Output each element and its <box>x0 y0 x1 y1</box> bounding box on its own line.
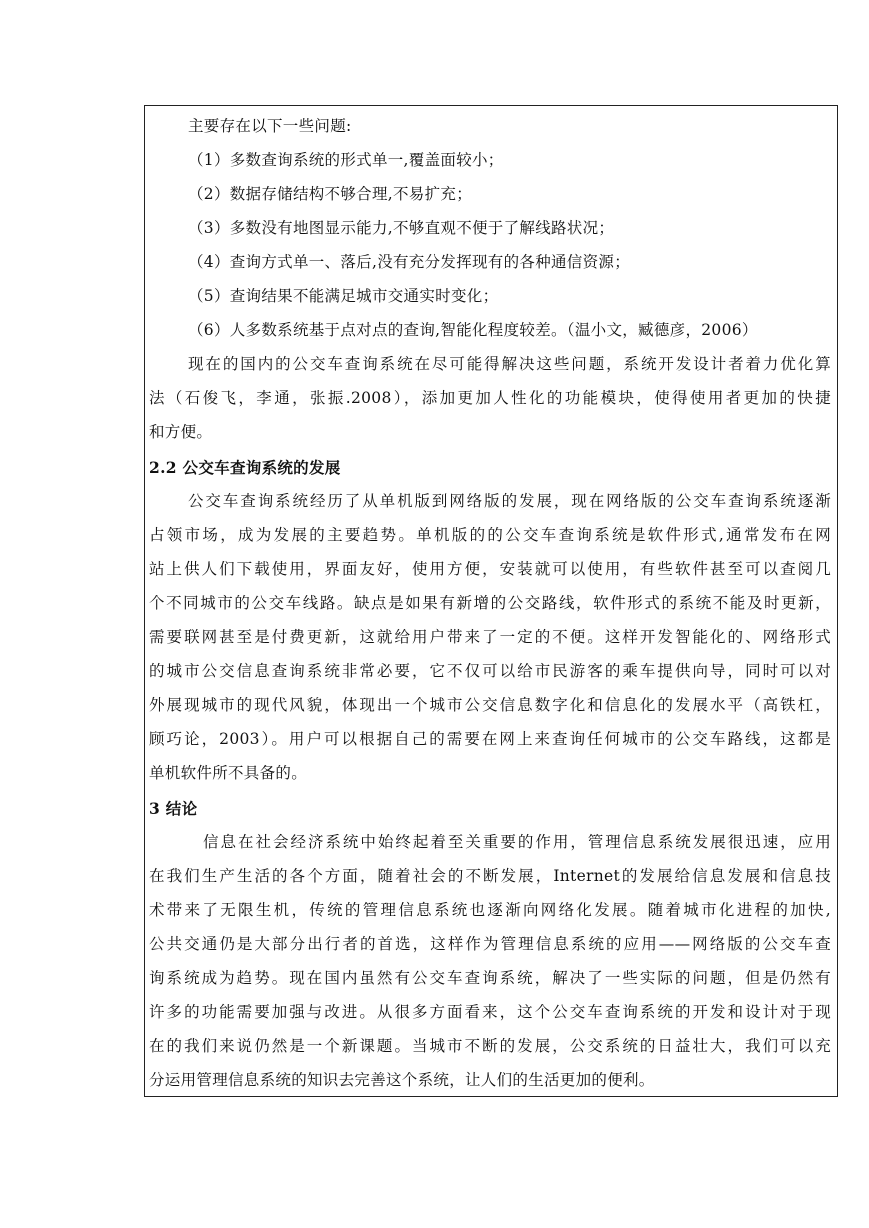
section-heading-2-2: 2.2 公交车查询系统的发展 <box>149 458 341 477</box>
paragraph-line: 法（石俊飞，李通，张振.2008），添加更加人性化的功能模块，使得使用者更加的快捷 <box>149 389 831 407</box>
paragraph-line: 信息在社会经济系统中始终起着至关重要的作用，管理信息系统发展很迅速，应用 <box>203 833 831 851</box>
paragraph-line: 需要联网甚至是付费更新，这就给用户带来了一定的不便。这样开发智能化的、网络形式 <box>149 628 831 646</box>
problem-item: （3）多数没有地图显示能力,不够直观不便于了解线路状况； <box>188 219 615 237</box>
paragraph-line: 占领市场，成为发展的主要趋势。单机版的的公交车查询系统是软件形式,通常发布在网 <box>149 526 831 544</box>
paragraph-line: 术带来了无限生机，传统的管理信息系统也逐渐向网络化发展。随着城市化进程的加快, <box>149 901 831 919</box>
paragraph-line: 顾巧论，2003）。用户可以根据自己的需要在网上来查询任何城市的公交车路线，这都是 <box>149 730 831 748</box>
paragraph-line: 外展现城市的现代风貌，体现出一个城市公交信息数字化和信息化的发展水平（高铁杠， <box>149 696 831 714</box>
problem-item: （1）多数查询系统的形式单一,覆盖面较小； <box>188 151 504 169</box>
section-heading-3: 3 结论 <box>149 799 198 818</box>
paragraph-line: 在的我们来说仍然是一个新课题。当城市不断的发展，公交系统的日益壮大，我们可以充 <box>149 1037 831 1055</box>
paragraph-line: 公交车查询系统经历了从单机版到网络版的发展，现在网络版的公交车查询系统逐渐 <box>188 492 831 510</box>
document-frame <box>144 105 838 1097</box>
paragraph-line: 单机软件所不具备的。 <box>149 764 308 782</box>
paragraph-line: 在我们生产生活的各个方面，随着社会的不断发展，Internet的发展给信息发展和信息技 <box>149 867 831 885</box>
problem-item: （2）数据存储结构不够合理,不易扩充； <box>188 185 472 203</box>
paragraph-line: 许多的功能需要加强与改进。从很多方面看来，这个公交车查询系统的开发和设计对于现 <box>149 1003 831 1021</box>
problem-item: （5）查询结果不能满足城市交通实时变化； <box>188 287 499 305</box>
paragraph-line: 公共交通仍是大部分出行者的首选，这样作为管理信息系统的应用——网络版的公交车查 <box>149 935 831 953</box>
paragraph-line: 询系统成为趋势。现在国内虽然有公交车查询系统，解决了一些实际的问题，但是仍然有 <box>149 969 831 987</box>
paragraph-line: 和方便。 <box>149 423 213 441</box>
paragraph-line: 站上供人们下载使用，界面友好，使用方便，安装就可以使用，有些软件甚至可以查阅几 <box>149 560 831 578</box>
paragraph-line: 分运用管理信息系统的知识去完善这个系统，让人们的生活更加的便利。 <box>149 1071 655 1089</box>
problems-intro: 主要存在以下一些问题: <box>188 117 352 135</box>
paragraph-line: 个不同城市的公交车线路。缺点是如果有新增的公交路线，软件形式的系统不能及时更新， <box>149 594 831 612</box>
problem-item: （6）人多数系统基于点对点的查询,智能化程度较差。（温小文，臧德彦，2006） <box>188 321 758 339</box>
paragraph-line: 现在的国内的公交车查询系统在尽可能得解决这些问题，系统开发设计者着力优化算 <box>188 355 831 373</box>
problem-item: （4）查询方式单一、落后,没有充分发挥现有的各种通信资源； <box>188 253 630 271</box>
paragraph-line: 的城市公交信息查询系统非常必要，它不仅可以给市民游客的乘车提供向导，同时可以对 <box>149 662 831 680</box>
